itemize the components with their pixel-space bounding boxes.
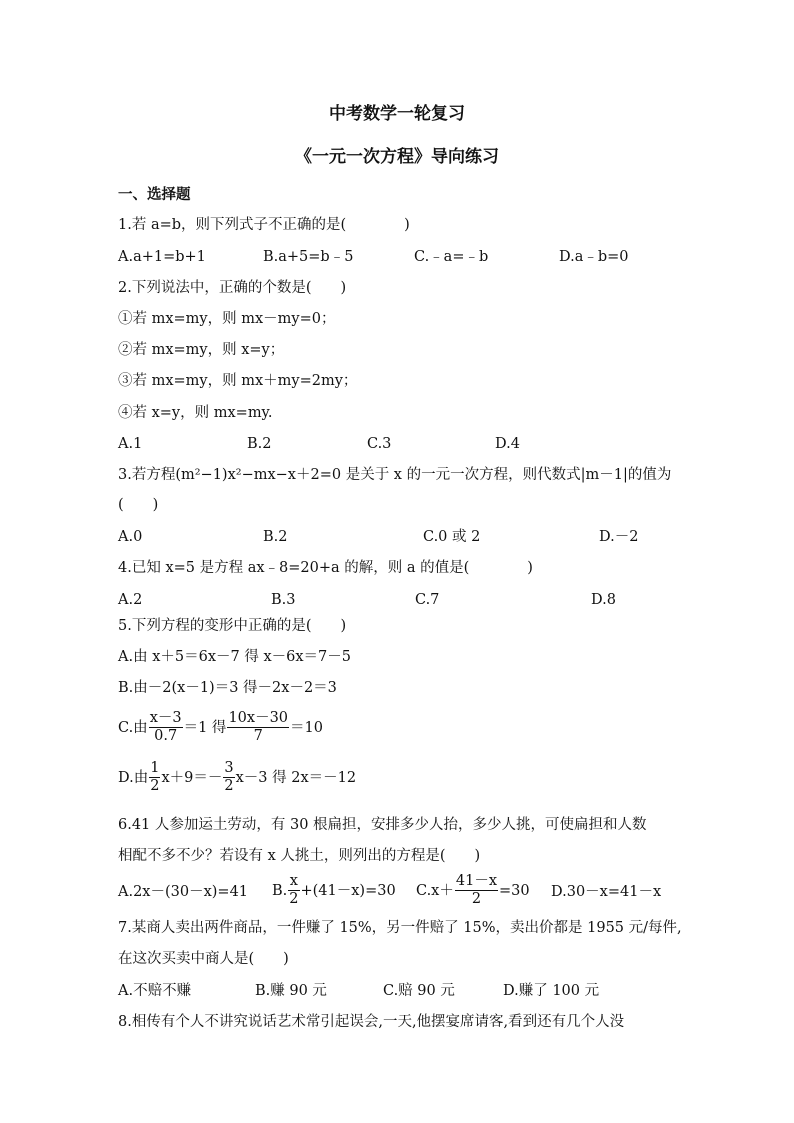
- fraction-1-denominator: 0.7: [154, 728, 178, 744]
- question-3-stem-bracket: ( ): [118, 497, 159, 513]
- question-2-item-3: ③若 mx=my，则 mx＋my=2my；: [118, 373, 358, 389]
- question-5-option-d: [118, 760, 356, 795]
- question-2-option-c: C.3: [367, 436, 392, 452]
- question-2-option-a: A.1: [118, 436, 143, 452]
- question-2-stem: 2.下列说法中，正确的个数是( ): [118, 280, 347, 296]
- question-6-option-d: D.30－x=41－x: [551, 884, 662, 900]
- question-1-option-b: B.a+5=b﹣5: [263, 249, 354, 265]
- question-6-option-b: [272, 873, 396, 908]
- question-6-option-c: [416, 873, 530, 908]
- question-3-option-b: B.2: [263, 529, 288, 545]
- question-3-stem: 3.若方程(m²−1)x²−mx−x＋2=0 是关于 x 的一元一次方程，则代数式|m－1|的值为: [118, 467, 672, 483]
- fraction-3-numerator: 1: [150, 760, 160, 776]
- page-title: 中考数学一轮复习: [329, 104, 465, 124]
- option-c-middle: ＝1 得: [183, 719, 227, 736]
- fraction-4: [223, 760, 234, 795]
- question-7-stem: 7.某商人卖出两件商品，一件赚了 15%，另一件赔了 15%，卖出价都是 1955 元/每件,: [118, 920, 682, 936]
- question-2-option-d: D.4: [495, 436, 520, 452]
- option-c-prefix: C.x＋: [416, 882, 454, 899]
- question-4-option-d: D.8: [591, 592, 616, 608]
- question-7-option-d: D.赚了 100 元: [503, 983, 600, 999]
- question-8-stem: 8.相传有个人不讲究说话艺术常引起误会,一天,他摆宴席请客,看到还有几个人没: [118, 1014, 625, 1030]
- fraction-1-numerator: x－3: [149, 710, 182, 726]
- option-c-suffix: ＝10: [290, 719, 323, 736]
- question-2-option-b: B.2: [247, 436, 272, 452]
- question-6-option-a: A.2x－(30－x)=41: [118, 884, 249, 900]
- question-3-option-a: A.0: [118, 529, 143, 545]
- option-c-prefix: C.由: [118, 719, 148, 736]
- question-6-stem: 6.41 人参加运土劳动，有 30 根扁担，安排多少人抬，多少人挑，可使扁担和人数: [118, 817, 647, 833]
- question-4-option-c: C.7: [415, 592, 440, 608]
- question-6-stem-line-2: 相配不多不少？若设有 x 人挑土，则列出的方程是( ): [118, 848, 481, 864]
- question-7-option-b: B.赚 90 元: [255, 983, 327, 999]
- question-2-item-2: ②若 mx=my，则 x=y；: [118, 342, 285, 358]
- question-7-option-c: C.赔 90 元: [383, 983, 455, 999]
- question-1-option-c: C.﹣a=﹣b: [414, 249, 489, 265]
- question-5-option-b: B.由－2(x－1)＝3 得－2x－2＝3: [118, 680, 337, 696]
- fraction-5-denominator: 2: [289, 891, 299, 907]
- fraction-1: [149, 710, 183, 745]
- fraction-6: [455, 873, 498, 908]
- question-1-option-a: A.a+1=b+1: [118, 249, 206, 265]
- question-2-item-1: ①若 mx=my，则 mx－my=0；: [118, 311, 336, 327]
- question-5-option-a: A.由 x＋5＝6x－7 得 x－6x＝7－5: [118, 649, 351, 665]
- fraction-3: [149, 760, 160, 795]
- fraction-6-numerator: 41－x: [455, 873, 498, 889]
- question-5-stem: 5.下列方程的变形中正确的是( ): [118, 618, 347, 634]
- fraction-3-denominator: 2: [150, 778, 160, 794]
- question-1-option-d: D.a﹣b=0: [559, 249, 629, 265]
- option-d-prefix: D.由: [118, 769, 149, 786]
- fraction-5-numerator: x: [289, 873, 298, 889]
- question-3-option-c: C.0 或 2: [423, 529, 481, 545]
- fraction-2-numerator: 10x－30: [228, 710, 289, 726]
- fraction-2-denominator: 7: [253, 728, 263, 744]
- section-heading: 一、选择题: [118, 187, 191, 203]
- fraction-6-denominator: 2: [471, 891, 482, 907]
- option-d-middle: x＋9＝－: [161, 769, 223, 786]
- question-4-stem: 4.已知 x=5 是方程 ax﹣8=20+a 的解，则 a 的值是( ): [118, 560, 533, 576]
- option-c-suffix: =30: [499, 882, 530, 899]
- option-b-suffix: +(41－x)=30: [300, 882, 396, 899]
- question-7-stem-line-2: 在这次买卖中商人是( ): [118, 951, 289, 967]
- fraction-5: [288, 873, 299, 908]
- fraction-4-numerator: 3: [224, 760, 234, 776]
- page-subtitle: 《一元一次方程》导向练习: [295, 147, 499, 167]
- question-1-stem: 1.若 a=b，则下列式子不正确的是( ): [118, 217, 410, 233]
- option-b-prefix: B.: [272, 882, 288, 899]
- question-2-item-4: ④若 x=y，则 mx=my.: [118, 405, 273, 421]
- fraction-4-denominator: 2: [224, 778, 234, 794]
- fraction-2: [227, 710, 289, 745]
- question-5-option-c: [118, 710, 323, 745]
- question-4-option-b: B.3: [271, 592, 296, 608]
- option-d-suffix: x－3 得 2x＝－12: [235, 769, 357, 786]
- question-7-option-a: A.不赔不赚: [118, 983, 192, 999]
- question-4-option-a: A.2: [118, 592, 143, 608]
- question-3-option-d: D.－2: [599, 529, 639, 545]
